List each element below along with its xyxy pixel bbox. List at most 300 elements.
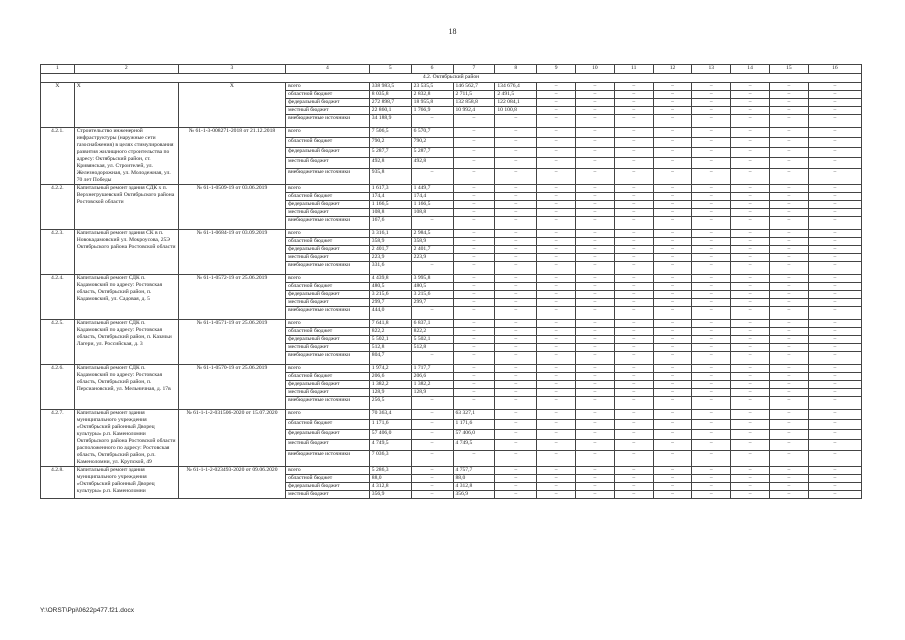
table-row (41, 275, 862, 283)
amount-cell: – (495, 238, 537, 246)
amount-cell: – (731, 467, 770, 475)
amount-cell: – (411, 217, 453, 230)
amount-cell: – (537, 148, 576, 158)
funding-source-label: областной бюджет (286, 193, 370, 201)
amount-cell: – (808, 283, 861, 291)
amount-cell: – (614, 283, 653, 291)
amount-cell: 3 995,8 (411, 275, 453, 283)
amount-cell: 128,9 (411, 389, 453, 397)
amount-cell: 822,2 (411, 328, 453, 336)
amount-cell: – (495, 128, 537, 138)
amount-cell: – (692, 193, 731, 201)
amount-cell: – (653, 246, 692, 254)
amount-cell: – (411, 397, 453, 410)
amount-cell: – (576, 158, 615, 168)
amount-cell: – (770, 491, 809, 499)
amount-cell: – (614, 365, 653, 373)
funding-source-label: внебюджетные источники (286, 217, 370, 230)
amount-cell: – (576, 307, 615, 320)
amount-cell: – (731, 275, 770, 283)
amount-cell: – (731, 91, 770, 99)
amount-cell: – (731, 373, 770, 381)
amount-cell: – (614, 83, 653, 91)
item-number: 4.2.2. (41, 185, 75, 230)
amount-cell: – (692, 209, 731, 217)
amount-cell: – (495, 365, 537, 373)
amount-cell: – (576, 352, 615, 365)
amount-cell: – (614, 491, 653, 499)
amount-cell: – (537, 91, 576, 99)
amount-cell: – (653, 115, 692, 128)
item-document: № 61-1-0572-19 от 25.06.2019 (178, 275, 285, 320)
item-number: 4.2.5. (41, 320, 75, 365)
amount-cell: – (692, 483, 731, 491)
amount-cell: – (731, 491, 770, 499)
amount-cell: – (770, 138, 809, 148)
funding-source-label: местный бюджет (286, 158, 370, 168)
amount-cell: – (653, 185, 692, 193)
amount-cell: – (453, 336, 495, 344)
amount-cell: – (576, 138, 615, 148)
amount-cell: – (614, 410, 653, 420)
amount-cell: – (411, 450, 453, 467)
amount-cell: – (614, 148, 653, 158)
funding-source-label: областной бюджет (286, 283, 370, 291)
amount-cell: – (692, 440, 731, 450)
amount-cell: – (731, 397, 770, 410)
amount-cell: – (653, 230, 692, 238)
amount-cell: – (808, 115, 861, 128)
amount-cell: – (576, 320, 615, 328)
amount-cell: – (495, 410, 537, 420)
amount-cell: – (653, 410, 692, 420)
amount-cell: 256,5 (369, 397, 411, 410)
amount-cell: 57 406,0 (453, 430, 495, 440)
amount-cell: – (731, 168, 770, 185)
amount-cell: 4 439,8 (369, 275, 411, 283)
amount-cell: – (770, 238, 809, 246)
amount-cell: – (692, 283, 731, 291)
funding-source-label: областной бюджет (286, 328, 370, 336)
amount-cell: – (692, 410, 731, 420)
amount-cell: – (692, 389, 731, 397)
amount-cell: – (653, 283, 692, 291)
amount-cell: 790,2 (369, 138, 411, 148)
item-name: Х (74, 83, 178, 128)
amount-cell: – (692, 99, 731, 107)
amount-cell: – (537, 467, 576, 475)
table-row (41, 230, 862, 238)
amount-cell: – (576, 168, 615, 185)
funding-source-label: областной бюджет (286, 373, 370, 381)
amount-cell: 822,2 (369, 328, 411, 336)
amount-cell: – (808, 209, 861, 217)
amount-cell: – (453, 193, 495, 201)
amount-cell: 6 837,1 (411, 320, 453, 328)
amount-cell: 4 749,5 (453, 440, 495, 450)
amount-cell: – (495, 440, 537, 450)
amount-cell: – (692, 352, 731, 365)
amount-cell: – (614, 397, 653, 410)
amount-cell: – (770, 107, 809, 115)
amount-cell: – (808, 138, 861, 148)
amount-cell: – (495, 420, 537, 430)
amount-cell: 480,5 (369, 283, 411, 291)
funding-source-label: внебюджетные источники (286, 115, 370, 128)
amount-cell: – (770, 381, 809, 389)
amount-cell: – (731, 291, 770, 299)
amount-cell: – (453, 299, 495, 307)
amount-cell: – (653, 138, 692, 148)
table-row (41, 83, 862, 91)
amount-cell: – (495, 491, 537, 499)
amount-cell: – (495, 328, 537, 336)
amount-cell: – (614, 450, 653, 467)
amount-cell: – (411, 440, 453, 450)
amount-cell: – (453, 397, 495, 410)
amount-cell: – (576, 217, 615, 230)
amount-cell: – (692, 107, 731, 115)
item-number: 4.2.6. (41, 365, 75, 410)
column-number: 3 (178, 65, 285, 74)
item-document: № 61-1-3-008271-2018 от 21.12.2018 (178, 128, 285, 185)
amount-cell: – (731, 99, 770, 107)
amount-cell: – (576, 344, 615, 352)
amount-cell: – (808, 440, 861, 450)
amount-cell: – (808, 291, 861, 299)
amount-cell: – (614, 344, 653, 352)
amount-cell: – (731, 328, 770, 336)
amount-cell: – (653, 193, 692, 201)
item-document: № 61-1-0509-19 от 03.06.2019 (178, 185, 285, 230)
amount-cell: – (614, 467, 653, 475)
amount-cell: 88,0 (453, 475, 495, 483)
amount-cell: – (537, 107, 576, 115)
amount-cell: – (453, 148, 495, 158)
amount-cell: – (614, 201, 653, 209)
amount-cell: – (576, 365, 615, 373)
amount-cell: 23 535,5 (411, 83, 453, 91)
amount-cell: 7 506,5 (369, 128, 411, 138)
amount-cell: – (576, 299, 615, 307)
amount-cell: 146 562,7 (453, 83, 495, 91)
amount-cell: 1 166,5 (411, 201, 453, 209)
amount-cell: – (692, 397, 731, 410)
amount-cell: – (537, 99, 576, 107)
column-number: 5 (369, 65, 411, 74)
amount-cell: – (576, 328, 615, 336)
amount-cell: 167,6 (369, 217, 411, 230)
amount-cell: 108,8 (369, 209, 411, 217)
amount-cell: – (731, 352, 770, 365)
amount-cell: – (576, 430, 615, 440)
amount-cell: – (653, 238, 692, 246)
amount-cell: – (411, 467, 453, 475)
item-number: 4.2.7. (41, 410, 75, 467)
amount-cell: 5 502,1 (369, 336, 411, 344)
amount-cell: – (537, 440, 576, 450)
amount-cell: – (653, 430, 692, 440)
amount-cell: – (576, 230, 615, 238)
item-document: № 61-1-0570-19 от 25.06.2019 (178, 365, 285, 410)
amount-cell: – (537, 262, 576, 275)
amount-cell: – (537, 373, 576, 381)
amount-cell: – (808, 262, 861, 275)
amount-cell: – (731, 336, 770, 344)
amount-cell: 2 401,7 (411, 246, 453, 254)
amount-cell: – (770, 389, 809, 397)
funding-source-label: областной бюджет (286, 91, 370, 99)
page-number: 18 (448, 27, 457, 36)
amount-cell: 2 401,7 (369, 246, 411, 254)
amount-cell: – (495, 115, 537, 128)
amount-cell: – (495, 344, 537, 352)
amount-cell: – (576, 467, 615, 475)
amount-cell: – (808, 99, 861, 107)
amount-cell: – (537, 275, 576, 283)
amount-cell: – (495, 430, 537, 440)
amount-cell: – (731, 365, 770, 373)
amount-cell: – (731, 283, 770, 291)
amount-cell: 70 363,4 (369, 410, 411, 420)
amount-cell: – (614, 115, 653, 128)
funding-source-label: внебюджетные источники (286, 262, 370, 275)
funding-source-label: местный бюджет (286, 389, 370, 397)
amount-cell: – (495, 483, 537, 491)
amount-cell: – (495, 307, 537, 320)
amount-cell: – (537, 83, 576, 91)
amount-cell: – (614, 352, 653, 365)
amount-cell: 444,0 (369, 307, 411, 320)
amount-cell: – (808, 467, 861, 475)
amount-cell: – (537, 483, 576, 491)
amount-cell: 174,4 (411, 193, 453, 201)
amount-cell: – (692, 168, 731, 185)
column-number: 14 (731, 65, 770, 74)
amount-cell: – (653, 381, 692, 389)
item-name: Капитальный ремонт СДК п. Кадамовский по адресу: Ростовская область, Октябрьский район, п. Кадамовский, ул. Садовая, д. 5 (74, 275, 178, 320)
amount-cell: 57 406,0 (369, 430, 411, 440)
amount-cell: – (770, 148, 809, 158)
amount-cell: 5 502,1 (411, 336, 453, 344)
amount-cell: 134 676,4 (495, 83, 537, 91)
amount-cell: – (453, 320, 495, 328)
amount-cell: – (692, 450, 731, 467)
amount-cell: – (770, 420, 809, 430)
amount-cell: 356,9 (453, 491, 495, 499)
funding-source-label: всего (286, 320, 370, 328)
amount-cell: – (731, 307, 770, 320)
funding-source-label: местный бюджет (286, 254, 370, 262)
amount-cell: – (537, 344, 576, 352)
amount-cell: – (770, 483, 809, 491)
funding-source-label: федеральный бюджет (286, 148, 370, 158)
amount-cell: – (653, 307, 692, 320)
amount-cell: – (770, 450, 809, 467)
funding-source-label: внебюджетные источники (286, 352, 370, 365)
table-row (41, 128, 862, 138)
amount-cell: – (808, 344, 861, 352)
amount-cell: – (770, 336, 809, 344)
amount-cell: – (808, 158, 861, 168)
amount-cell: – (653, 475, 692, 483)
amount-cell: – (495, 299, 537, 307)
amount-cell: – (653, 168, 692, 185)
amount-cell: 5 287,7 (369, 148, 411, 158)
amount-cell: – (692, 217, 731, 230)
amount-cell: 4 312,8 (369, 483, 411, 491)
column-number: 6 (411, 65, 453, 74)
amount-cell: – (808, 168, 861, 185)
amount-cell: – (453, 450, 495, 467)
column-number: 13 (692, 65, 731, 74)
amount-cell: – (495, 201, 537, 209)
amount-cell: – (692, 185, 731, 193)
amount-cell: – (614, 254, 653, 262)
amount-cell: – (770, 299, 809, 307)
amount-cell: – (731, 148, 770, 158)
amount-cell: – (731, 483, 770, 491)
amount-cell: – (808, 307, 861, 320)
funding-source-label: всего (286, 365, 370, 373)
section-title: 4.2. Октябрьский район (41, 74, 862, 83)
amount-cell: – (453, 275, 495, 283)
amount-cell: – (576, 128, 615, 138)
amount-cell: – (614, 430, 653, 440)
amount-cell: – (614, 99, 653, 107)
column-number-row (41, 65, 862, 74)
amount-cell: 804,7 (369, 352, 411, 365)
amount-cell: – (576, 209, 615, 217)
amount-cell: – (770, 115, 809, 128)
amount-cell: 512,8 (369, 344, 411, 352)
column-number: 2 (74, 65, 178, 74)
amount-cell: – (808, 148, 861, 158)
amount-cell: – (411, 262, 453, 275)
amount-cell: 1 974,2 (369, 365, 411, 373)
amount-cell: – (808, 185, 861, 193)
amount-cell: – (692, 467, 731, 475)
amount-cell: 3 215,6 (369, 291, 411, 299)
amount-cell: – (614, 246, 653, 254)
column-number: 16 (808, 65, 861, 74)
amount-cell: – (653, 148, 692, 158)
amount-cell: – (537, 168, 576, 185)
item-number: 4.2.3. (41, 230, 75, 275)
amount-cell: – (614, 381, 653, 389)
amount-cell: 206,6 (411, 373, 453, 381)
item-name: Капитальный ремонт СДК п. Кадамовский по адресу: Ростовская область, Октябрьский район, п. Казачьи Лагери, ул. Российская, д. 3 (74, 320, 178, 365)
amount-cell: – (453, 381, 495, 389)
funding-source-label: федеральный бюджет (286, 430, 370, 440)
amount-cell: 34 188,9 (369, 115, 411, 128)
amount-cell: – (692, 148, 731, 158)
amount-cell: – (537, 336, 576, 344)
amount-cell: – (653, 336, 692, 344)
amount-cell: – (692, 328, 731, 336)
amount-cell: – (808, 420, 861, 430)
amount-cell: – (808, 275, 861, 283)
amount-cell: – (576, 397, 615, 410)
amount-cell: – (692, 246, 731, 254)
funding-source-label: федеральный бюджет (286, 246, 370, 254)
funding-source-label: местный бюджет (286, 440, 370, 450)
amount-cell: 128,9 (369, 389, 411, 397)
amount-cell: 492,8 (411, 158, 453, 168)
amount-cell: – (495, 283, 537, 291)
amount-cell: – (537, 217, 576, 230)
amount-cell: 1 717,7 (411, 365, 453, 373)
amount-cell: – (808, 450, 861, 467)
amount-cell: – (576, 115, 615, 128)
amount-cell: – (731, 107, 770, 115)
amount-cell: – (537, 193, 576, 201)
amount-cell: 1 171,6 (453, 420, 495, 430)
amount-cell: – (495, 475, 537, 483)
amount-cell: – (770, 99, 809, 107)
amount-cell: – (495, 450, 537, 467)
funding-source-label: областной бюджет (286, 138, 370, 148)
amount-cell: – (692, 365, 731, 373)
amount-cell: – (411, 352, 453, 365)
amount-cell: – (614, 440, 653, 450)
item-document: № 61-1-0684-19 от 03.09.2019 (178, 230, 285, 275)
amount-cell: – (576, 283, 615, 291)
amount-cell: – (614, 475, 653, 483)
amount-cell: – (453, 328, 495, 336)
amount-cell: 5 286,3 (369, 467, 411, 475)
amount-cell: – (614, 389, 653, 397)
amount-cell: – (411, 115, 453, 128)
amount-cell: – (614, 107, 653, 115)
amount-cell: – (692, 238, 731, 246)
amount-cell: – (576, 483, 615, 491)
amount-cell: – (576, 201, 615, 209)
amount-cell: 6 570,7 (411, 128, 453, 138)
amount-cell: – (537, 246, 576, 254)
amount-cell: – (453, 217, 495, 230)
amount-cell: – (692, 201, 731, 209)
amount-cell: – (770, 440, 809, 450)
amount-cell: – (770, 209, 809, 217)
amount-cell: 174,4 (369, 193, 411, 201)
amount-cell: – (576, 420, 615, 430)
amount-cell: – (614, 128, 653, 138)
item-name: Капитальный ремонт здания СДК х п. Верхнегрушевский Октябрьского района Ростовской области (74, 185, 178, 230)
amount-cell: 299,7 (411, 299, 453, 307)
amount-cell: – (453, 128, 495, 138)
amount-cell: – (770, 83, 809, 91)
amount-cell: – (653, 217, 692, 230)
amount-cell: – (731, 320, 770, 328)
amount-cell: 338 983,5 (369, 83, 411, 91)
amount-cell: – (731, 381, 770, 389)
funding-source-label: областной бюджет (286, 420, 370, 430)
amount-cell: – (411, 475, 453, 483)
amount-cell: – (731, 230, 770, 238)
amount-cell: – (614, 307, 653, 320)
amount-cell: – (731, 115, 770, 128)
amount-cell: – (770, 352, 809, 365)
funding-source-label: всего (286, 275, 370, 283)
amount-cell: – (692, 138, 731, 148)
amount-cell: 480,5 (411, 283, 453, 291)
column-number: 1 (41, 65, 75, 74)
amount-cell: – (731, 440, 770, 450)
amount-cell: – (576, 381, 615, 389)
item-name: Капитальный ремонт здания муниципального учреждения «Октябрьский районный Дворец культуры» р.п. Каменоломни Октябрьского района Ростовской области расположенного по адресу: Ростовская область, Октябрьский район, р.п. Каменоломни, ул. Крупской, 49 (74, 410, 178, 467)
amount-cell: – (770, 185, 809, 193)
